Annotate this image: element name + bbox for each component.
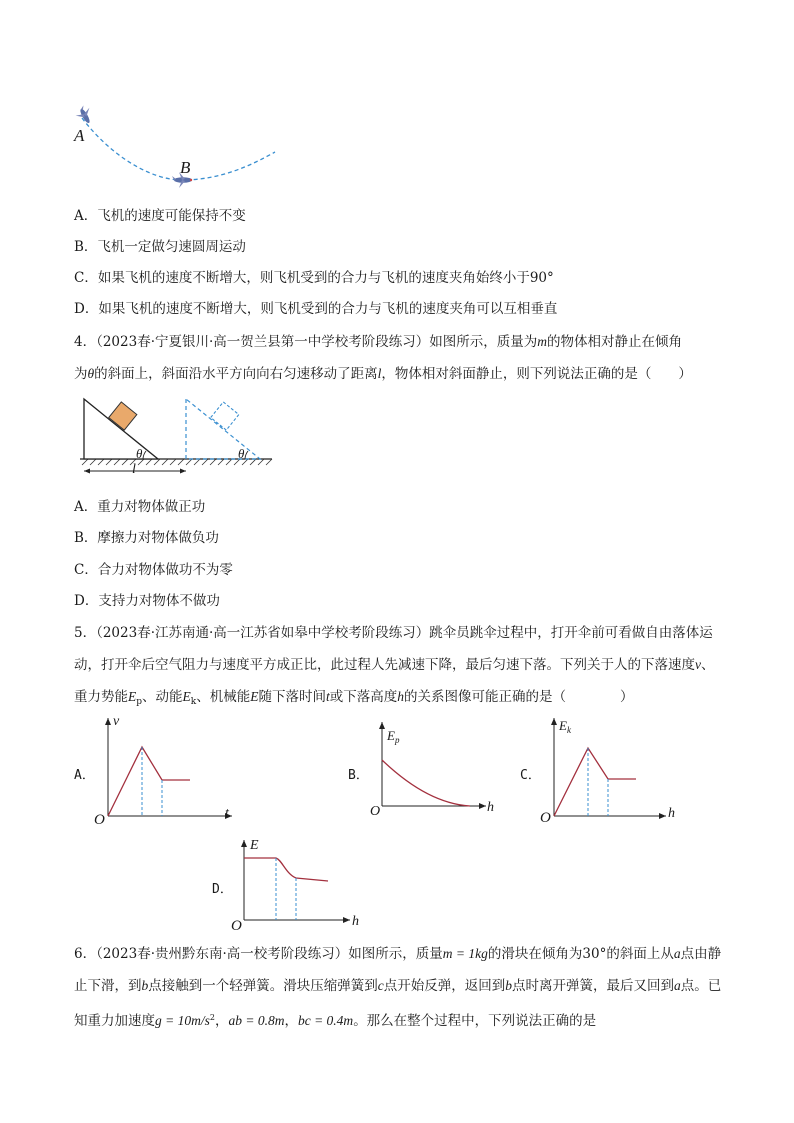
q4-option-b: B．摩擦力对物体做负功 — [74, 530, 219, 546]
q5-source: （2023春·江苏南通·高一江苏省如皋中学校考阶段练习） — [96, 625, 430, 641]
q4-l-label: l — [132, 462, 136, 477]
incline-dashed — [186, 399, 260, 459]
q4-option-d: D．支持力对物体不做功 — [74, 593, 220, 609]
graph-d-origin: O — [231, 918, 242, 934]
q4-incline-figure — [76, 393, 276, 483]
label-b: B — [180, 158, 191, 177]
graph-d-label: D． — [212, 882, 233, 897]
graph-b-ylabel: $E_p$ — [387, 728, 400, 745]
graph-c-ylabel: $E_k$ — [559, 718, 571, 735]
q4-option-a: A．重力对物体做正功 — [74, 499, 206, 515]
graph-a-origin: O — [94, 812, 105, 828]
q6-source: （2023春·贵州黔东南·高一校考阶段练习） — [96, 946, 349, 962]
q3-trajectory-figure — [70, 100, 280, 195]
graph-b-origin: O — [370, 804, 381, 819]
graph-c-xlabel: h — [668, 806, 675, 821]
graph-a-ylabel: v — [113, 714, 120, 729]
graph-d-ylabel: E — [250, 838, 259, 853]
graph-d-xlabel: h — [352, 914, 359, 929]
block-dashed — [211, 402, 239, 430]
airplane-icon-a — [73, 103, 96, 127]
q3-option-a: A．飞机的速度可能保持不变 — [74, 208, 246, 224]
q4-source: （2023春·宁夏银川·高一贺兰县第一中学校考阶段练习） — [96, 334, 430, 350]
graph-a-label: A． — [74, 768, 95, 783]
q6-number: 6． — [74, 946, 97, 962]
q6-stem: 6．（2023春·贵州黔东南·高一校考阶段练习）如图所示，质量m = 1kg的滑块在倾角为30°的斜面上从a点由静止下滑，到b点接触到一个轻弹簧。滑块压缩弹簧到c点开始反弹，返回到b点时离开弹簧，最后又回到a点。已知重力加速度$g = 10m/s^2$，ab = 0.8m，bc = 0.4m。那么在整个过程中，下列说法正确的是 — [74, 946, 722, 1029]
q4-option-c: C．合力对物体做功不为零 — [74, 562, 233, 578]
q5-number: 5． — [74, 625, 97, 641]
q3-option-b: B．飞机一定做匀速圆周运动 — [74, 239, 246, 255]
dashed-trajectory-curve — [82, 118, 275, 180]
graph-c-origin: O — [540, 810, 551, 826]
q3-option-d: D．如果飞机的速度不断增大，则飞机受到的合力与飞机的速度夹角可以互相垂直 — [74, 301, 558, 317]
q3-option-c: C．如果飞机的速度不断增大，则飞机受到的合力与飞机的速度夹角始终小于90° — [74, 270, 554, 286]
q4-stem: 4．（2023春·宁夏银川·高一贺兰县第一中学校考阶段练习）如图所示，质量为m的物体相对静止在倾角 为θ的斜面上，斜面沿水平方向向右匀速移动了距离l，物体相对斜面静止，则下列说法正确的是（ ） — [74, 334, 692, 382]
q5-stem: 5．（2023春·江苏南通·高一江苏省如皋中学校考阶段练习）跳伞员跳伞过程中，打开伞前可看做自由落体运动，打开伞后空气阻力与速度平方成正比，此过程人先减速下降，最后匀速下落。下列关于人的下落速度v、重力势能$E_p$、动能$E_k$、机械能E随下落时间t或下落高度h的关系图像可能正确的是（ ） — [74, 625, 715, 707]
graph-b-label: B． — [348, 768, 369, 783]
graph-a-xlabel: t — [225, 806, 229, 821]
graph-b-xlabel: h — [487, 800, 494, 815]
graph-b — [366, 718, 494, 818]
graph-c-label: C． — [520, 768, 541, 783]
graph-d — [228, 836, 356, 928]
q4-theta-label-1: θ — [136, 446, 143, 461]
q4-number: 4． — [74, 334, 97, 350]
label-a: A — [74, 126, 85, 145]
q4-theta-label-2: θ — [238, 446, 245, 461]
